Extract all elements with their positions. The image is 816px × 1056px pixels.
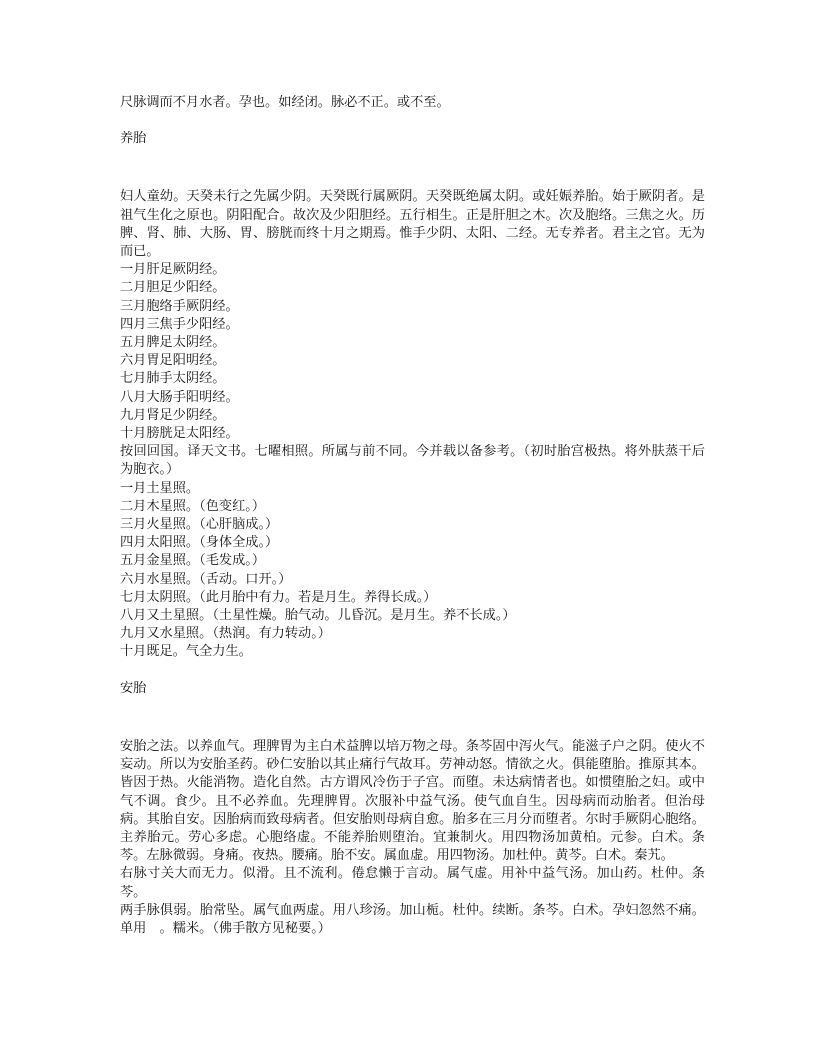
list-item: 五月金星照。（毛发成。） — [120, 553, 266, 569]
month-star-list — [120, 480, 705, 662]
list-item: 一月土星照。 — [120, 480, 200, 496]
list-item: 十月既足。气全力生。 — [120, 644, 252, 660]
list-item: 七月太阴照。（此月胎中有力。若是月生。养得长成。） — [120, 589, 437, 605]
list-item: 十月膀胱足太阳经。 — [120, 426, 239, 442]
list-item: 四月太阳照。（身体全成。） — [120, 535, 279, 551]
astrology-note: 按回回国。译天文书。七曜相照。所属与前不同。今并载以备参考。（初时胎宫极热。将外肤蒸干后为胞衣。） — [120, 444, 705, 478]
list-item: 二月木星照。（色变红。） — [120, 498, 266, 514]
document-page — [120, 94, 705, 938]
list-item: 六月胃足阳明经。 — [120, 353, 226, 369]
list-item: 三月胞络手厥阴经。 — [120, 298, 239, 314]
intro-line: 尺脉调而不月水者。孕也。如经闭。脉必不正。或不至。 — [120, 95, 450, 110]
list-item: 八月又土星照。（土星性燥。胎气动。儿昏沉。是月生。养不长成。） — [120, 608, 516, 624]
antai-paragraph-2: 右脉寸关大而无力。似滑。且不流利。倦怠懒于言动。属气虚。用补中益气汤。加山药。杜仲。条芩。 — [120, 866, 705, 900]
section-heading-antai: 安胎 — [120, 680, 147, 696]
antai-paragraph-3: 两手脉俱弱。胎常坠。属气血两虚。用八珍汤。加山栀。杜仲。续断。条芩。白术。孕妇忽然不痛。单用 。糯米。（佛手散方见秘要。） — [120, 902, 705, 936]
list-item: 九月肾足少阴经。 — [120, 407, 226, 423]
list-item: 三月火星照。（心肝脑成。） — [120, 517, 279, 533]
antai-paragraph-1: 安胎之法。以养血气。理脾胃为主白术益脾以培万物之母。条芩固中泻火气。能滋子户之阴。使火不妄动。所以为安胎圣药。砂仁安胎以其止痛行气故耳。劳神动怒。情欲之火。俱能堕胎。推原其本。皆因于热。火能消物。造化自然。古方谓风冷伤于子宫。而堕。未达病情者也。如惯堕胎之妇。或中气不调。食少。且不必养血。先理脾胃。次服补中益气汤。使气血自生。因母病而动胎者。但治母病。其胎自安。因胎病而致母病者。但安胎则母病自愈。胎多在三月分而堕者。尔时手厥阴心胞络。主养胎元。劳心多虑。心胞络虚。不能养胎则堕治。宜兼制火。用四物汤加黄柏。元参。白术。条芩。左脉微弱。身痛。夜热。腰痛。胎不安。属血虚。用四物汤。加杜仲。黄芩。白术。秦艽。 — [120, 738, 705, 864]
list-item: 五月脾足太阴经。 — [120, 335, 226, 351]
month-meridian-list — [120, 261, 705, 443]
section-heading-yangtai: 养胎 — [120, 131, 147, 147]
list-item: 六月水星照。（舌动。口开。） — [120, 571, 292, 587]
list-item: 七月肺手太阴经。 — [120, 371, 226, 387]
list-item: 一月肝足厥阴经。 — [120, 262, 226, 278]
list-item: 四月三焦手少阳经。 — [120, 316, 239, 332]
list-item: 九月又水星照。（热润。有力转动。） — [120, 626, 331, 642]
list-item: 八月大肠手阳明经。 — [120, 389, 239, 405]
yangtai-paragraph: 妇人童幼。天癸未行之先属少阴。天癸既行属厥阴。天癸既绝属太阴。或妊娠养胎。始于厥阴者。是祖气生化之原也。阴阳配合。故次及少阳胆经。五行相生。正是肝胆之木。次及胞络。三焦之火。历脾、肾、肺、大肠、胃、膀胱而终十月之期焉。惟手少阴、太阳、二经。无专养者。君主之官。无为而已。 — [120, 189, 705, 260]
list-item: 二月胆足少阳经。 — [120, 280, 226, 296]
